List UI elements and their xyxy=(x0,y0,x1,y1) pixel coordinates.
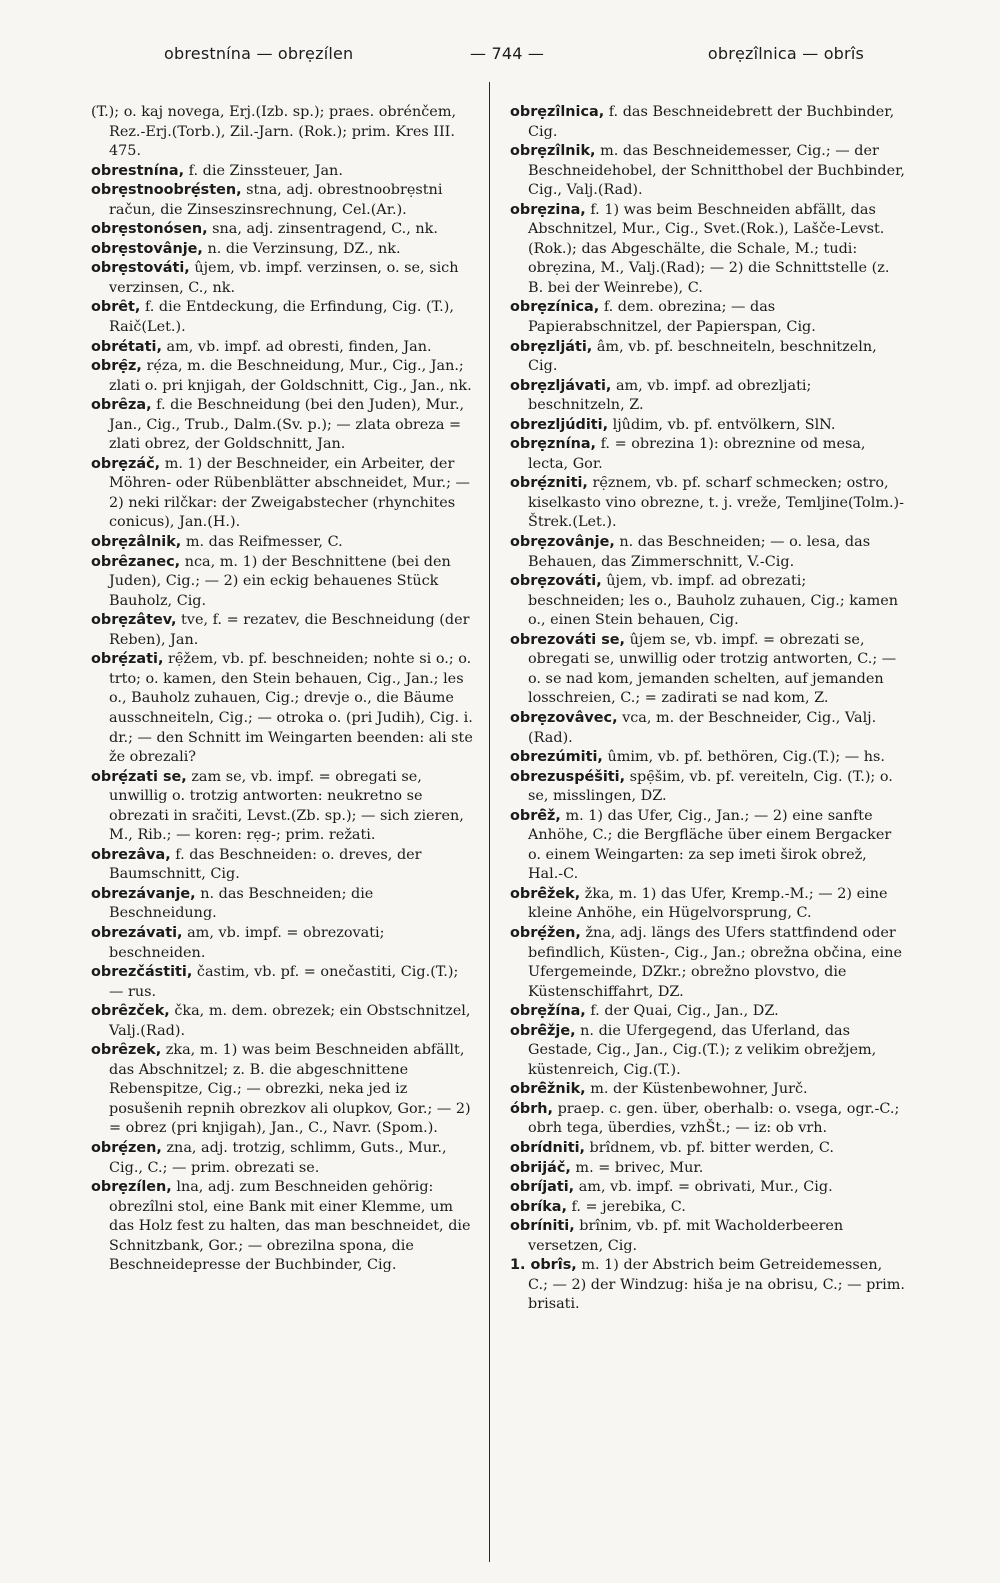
entry-headword: obrezâva, xyxy=(91,846,171,863)
entry-headword: obrẹzîlnik, xyxy=(510,143,596,160)
dictionary-entry xyxy=(91,396,473,455)
entry-definition: čka, m. dem. obrezek; ein Obstschnitzel, Valj.(Rad). xyxy=(109,1003,471,1039)
entry-headword: obríjati, xyxy=(510,1179,575,1196)
dictionary-entry xyxy=(91,1002,473,1041)
entry-headword: obrẹzáč, xyxy=(91,455,161,472)
entry-headword: obrẹzljávati, xyxy=(510,377,612,394)
entry-definition: m. 1) der Beschneider, ein Arbeiter, der Möhren- oder Rübenblätter abschneidet, Mur.; — 2) neki rilčkar: der Zweigabstecher (rhynchites conicus), Jan.(H.). xyxy=(109,455,470,531)
dictionary-entry xyxy=(510,1002,906,1022)
dictionary-entry xyxy=(91,846,473,885)
dictionary-entry xyxy=(510,435,906,474)
dictionary-entry xyxy=(91,1041,473,1139)
entry-headword: obrȇ̑ž, xyxy=(510,807,561,824)
dictionary-entry xyxy=(510,298,906,337)
entry-definition: f. die Beschneidung (bei den Juden), Mur., Jan., Cig., Trub., Dalm.(Sv. p.); — zlata obreza = zlati obrez, der Goldschnitt, Jan. xyxy=(109,397,465,453)
left-column xyxy=(91,103,473,1276)
entry-definition: am, vb. impf. = obrezovati; beschneiden. xyxy=(109,924,385,961)
entry-headword: obríka, xyxy=(510,1198,567,1215)
dictionary-entry xyxy=(510,103,906,142)
dictionary-entry xyxy=(510,768,906,807)
page-header xyxy=(164,44,864,70)
entry-definition: (T.); o. kaj novega, Erj.(Izb. sp.); praes. obrénčem, Rez.-Erj.(Torb.), Zil.-Jarn. (Rok.); prim. Kres III. 475. xyxy=(91,104,457,160)
entry-headword: obrẹzâtev, xyxy=(91,612,177,629)
entry-headword: obrẹ̑z, xyxy=(91,358,142,375)
entry-headword: obrȇza, xyxy=(91,397,152,414)
header-left-guideword: obrestnína — obrẹzílen xyxy=(164,44,354,63)
entry-definition: žka, m. 1) das Ufer, Kremp.-M.; — 2) eine kleine Anhöhe, ein Hügelvorsprung, C. xyxy=(528,885,888,922)
dictionary-entry xyxy=(510,142,906,201)
dictionary-entry xyxy=(510,474,906,533)
dictionary-entry xyxy=(91,611,473,650)
dictionary-entry xyxy=(510,748,906,768)
page-number: — 744 — xyxy=(470,44,545,63)
entry-definition: zam se, vb. impf. = obregati se, unwillig o. trotzig antworten: neukretno se obrezati in sračiti, Levst.(Zb. sp.); — sich zieren, M., Rib.; — koren: rẹg-; prim. režati. xyxy=(109,768,464,844)
entry-definition: lna, adj. zum Beschneiden gehörig: obrezîlni stol, eine Bank mit einer Klemme, um das Holz fest zu halten, das man beschneidet, die Schnitzbank, Gor.; — obrezilna spona, die Beschneidepresse der Buchbinder, Cig. xyxy=(109,1179,471,1274)
entry-definition: ûjem, vb. impf. ad obrezati; beschneiden; les o., Bauholz zuhauen, Cig.; kamen o., einen Stein behauen, Cig. xyxy=(528,573,899,629)
dictionary-entry xyxy=(91,768,473,846)
dictionary-entry xyxy=(91,924,473,963)
entry-headword: 1. obrîs, xyxy=(510,1257,577,1274)
dictionary-entry xyxy=(91,259,473,298)
dictionary-entry xyxy=(91,650,473,767)
entry-definition: tve, f. = rezatev, die Beschneidung (der Reben), Jan. xyxy=(109,612,470,648)
dictionary-entry xyxy=(510,377,906,416)
entry-definition: m. das Reifmesser, C. xyxy=(181,534,343,551)
column-divider xyxy=(489,82,490,1562)
entry-definition: brîdnem, vb. pf. bitter werden, C. xyxy=(584,1139,834,1156)
dictionary-entry xyxy=(510,885,906,924)
dictionary-entry xyxy=(510,631,906,709)
header-right-guideword: obrẹzîlnica — obrîs xyxy=(707,44,864,63)
dictionary-entry xyxy=(510,416,906,436)
dictionary-entry xyxy=(91,338,473,358)
dictionary-entry xyxy=(91,162,473,182)
entry-definition: âm, vb. pf. beschneiteln, beschnitzeln, Cig. xyxy=(528,338,877,375)
entry-definition: f. = obrezina 1): obreznine od mesa, lecta, Gor. xyxy=(528,436,866,472)
entry-definition: m. das Beschneidemesser, Cig.; — der Beschneidehobel, der Schnitthobel der Buchbinder, Cig., Valj.(Rad). xyxy=(528,143,906,199)
dictionary-entry xyxy=(510,924,906,1002)
entry-headword: obrẹstovânje, xyxy=(91,240,203,257)
entry-definition: praep. c. gen. über, oberhalb: o. vsega, ogr.-C.; obrh tega, überdies, vzhŠt.; — iz: ob vrh. xyxy=(528,1100,900,1137)
right-column xyxy=(510,103,906,1315)
dictionary-entry xyxy=(91,885,473,924)
entry-headword: obrẹ́zati se, xyxy=(91,768,187,785)
entry-definition: am, vb. impf. = obrivati, Mur., Cig. xyxy=(574,1179,833,1196)
entry-headword: obrȇzček, xyxy=(91,1003,170,1020)
entry-headword: obrezúmiti, xyxy=(510,749,603,766)
dictionary-entry xyxy=(91,181,473,220)
entry-definition: m. der Küstenbewohner, Jurč. xyxy=(585,1081,808,1098)
entry-definition: rẹ́za, m. die Beschneidung, Mur., Cig., Jan.; zlati o. pri knjigah, der Goldschnitt, Cig., Jan., nk. xyxy=(109,358,472,394)
dictionary-entry xyxy=(510,1159,906,1179)
dictionary-entry xyxy=(510,1100,906,1139)
entry-headword: obrẹzínica, xyxy=(510,299,600,316)
dictionary-entry xyxy=(510,338,906,377)
entry-headword: obrẹ́zati, xyxy=(91,651,164,668)
entry-headword: obrẹzovâvec, xyxy=(510,709,618,726)
entry-definition: ûjem, vb. impf. verzinsen, o. se, sich verzinsen, C., nk. xyxy=(109,260,459,296)
entry-definition: zka, m. 1) was beim Beschneiden abfällt, das Abschnitzel; z. B. die abgeschnittene Rebenspitze, Cig.; — obrezki, neka jed iz posušenih repnih obrezkov ali olupkov, Gor.; — 2) = obrez (pri knjigah), Jan., C., Navr. (Spom.). xyxy=(109,1042,471,1137)
entry-headword: obrẹznína, xyxy=(510,436,597,453)
entry-definition: ûmim, vb. pf. bethören, Cig.(T.); — hs. xyxy=(602,749,885,766)
entry-headword: obrẹzljáti, xyxy=(510,338,593,355)
dictionary-entry xyxy=(91,553,473,612)
entry-headword: obrezčástiti, xyxy=(91,964,193,981)
dictionary-entry xyxy=(91,1178,473,1276)
entry-headword: obrẹ́žen, xyxy=(510,924,581,941)
dictionary-entry xyxy=(91,298,473,337)
entry-definition: zna, adj. trotzig, schlimm, Guts., Mur., Cig., C.; — prim. obrezati se. xyxy=(109,1139,447,1176)
entry-headword: obrȇzek, xyxy=(91,1042,162,1059)
entry-definition: f. die Zinssteuer, Jan. xyxy=(184,162,343,179)
entry-headword: obrẹžína, xyxy=(510,1003,586,1020)
dictionary-entry xyxy=(91,1139,473,1178)
dictionary-entry xyxy=(510,709,906,748)
dictionary-entry xyxy=(510,1256,906,1315)
entry-definition: am, vb. impf. ad obrezljati; beschnitzeln, Z. xyxy=(528,377,812,414)
entry-headword: obrẹ́zniti, xyxy=(510,475,588,492)
dictionary-entry xyxy=(91,963,473,1002)
entry-headword: obrẹ́zen, xyxy=(91,1139,162,1156)
entry-definition: n. die Verzinsung, DZ., nk. xyxy=(202,240,401,257)
entry-headword: obríniti, xyxy=(510,1218,575,1235)
entry-definition: f. das Beschneidebrett der Buchbinder, Cig. xyxy=(528,104,895,140)
dictionary-entry xyxy=(91,220,473,240)
entry-definition: žna, adj. längs des Ufers stattfindend oder befindlich, Küsten-, Cig., Jan.; obrežna občina, eine Ufergemeinde, DZkr.; obrežno plovstvo, die Küstenschiffahrt, DZ. xyxy=(528,924,903,1000)
entry-headword: obrẹzina, xyxy=(510,201,586,218)
entry-headword: obrẹzîlnica, xyxy=(510,104,605,120)
entry-headword: obrídniti, xyxy=(510,1139,585,1156)
entry-definition: sna, adj. zinsentragend, C., nk. xyxy=(207,221,438,238)
dictionary-entry xyxy=(510,1080,906,1100)
entry-definition: nca, m. 1) der Beschnittene (bei den Juden), Cig.; — 2) ein eckig behauenes Stück Bauholz, Cig. xyxy=(109,553,451,609)
dictionary-entry xyxy=(510,572,906,631)
entry-headword: obrẹstnoobrẹ́sten, xyxy=(91,182,242,199)
entry-definition: brînim, vb. pf. mit Wacholderbeeren versetzen, Cig. xyxy=(528,1218,844,1254)
entry-definition: m. 1) der Abstrich beim Getreidemessen, C.; — 2) der Windzug: hiša je na obrisu, C.; — prim. brisati. xyxy=(528,1257,906,1313)
entry-headword: obrȇ̑žnik, xyxy=(510,1081,586,1098)
entry-definition: m. 1) das Ufer, Cig., Jan.; — 2) eine sanfte Anhöhe, C.; die Bergfläche über einem Bergacker o. einem Weingarten: za sep imeti širok obrež, Hal.-C. xyxy=(528,807,892,883)
entry-headword: obrezováti se, xyxy=(510,631,626,648)
entry-definition: m. = brivec, Mur. xyxy=(570,1159,704,1176)
entry-definition: f. das Beschneiden: o. dreves, der Baumschnitt, Cig. xyxy=(109,846,422,883)
entry-headword: óbrh, xyxy=(510,1100,553,1117)
entry-headword: obrezávati, xyxy=(91,924,183,941)
entry-headword: obrẹzâlnik, xyxy=(91,534,182,551)
entry-headword: obrẹzílen, xyxy=(91,1179,172,1196)
entry-definition: f. dem. obrezina; — das Papierabschnitzel, der Papierspan, Cig. xyxy=(528,299,816,336)
entry-definition: stna, adj. obrestnoobrẹstni račun, die Zinseszinsrechnung, Cel.(Ar.). xyxy=(109,182,443,218)
dictionary-entry xyxy=(510,1022,906,1081)
entry-headword: obrezljúditi, xyxy=(510,416,609,433)
entry-definition: f. = jerebika, C. xyxy=(566,1198,686,1215)
dictionary-entry xyxy=(510,533,906,572)
dictionary-entry xyxy=(91,240,473,260)
entry-headword: obrijáč, xyxy=(510,1159,571,1176)
entry-definition: n. die Ufergegend, das Uferland, das Gestade, Cig., Jan., Cig.(T.); z velikim obrežjem, küstenreich, Cig.(T.). xyxy=(528,1022,877,1078)
entry-definition: n. das Beschneiden; die Beschneidung. xyxy=(109,885,374,922)
entry-headword: obrẹzováti, xyxy=(510,573,602,590)
dictionary-entry xyxy=(510,807,906,885)
dictionary-entry xyxy=(510,201,906,299)
entry-headword: obrẹzovânje, xyxy=(510,534,615,551)
dictionary-entry xyxy=(510,1198,906,1218)
entry-headword: obrẹstováti, xyxy=(91,260,190,277)
entry-headword: obrestnína, xyxy=(91,162,185,179)
entry-definition: rẹ̑žem, vb. pf. beschneiden; nohte si o.; o. trto; o. kamen, den Stein behauen, Cig., Jan.; les o., Bauholz zuhauen, Cig.; drevje o., die Bäume ausschneiteln, Cig.; — otroka o. (pri Judih), Cig. i. dr.; — den Schnitt im Weingarten beenden: ali ste že obrezali? xyxy=(109,651,473,766)
entry-definition: spẹ̑šim, vb. pf. vereiteln, Cig. (T.); o. se, misslingen, DZ. xyxy=(528,768,893,805)
dictionary-entry xyxy=(91,455,473,533)
dictionary-entry xyxy=(510,1178,906,1198)
entry-headword: obrȇ̑žje, xyxy=(510,1022,576,1039)
dictionary-entry xyxy=(91,533,473,553)
entry-definition: n. das Beschneiden; — o. lesa, das Behauen, das Zimmerschnitt, V.-Cig. xyxy=(528,534,871,570)
entry-definition: ljûdim, vb. pf. entvölkern, SlN. xyxy=(608,416,836,433)
dictionary-entry xyxy=(91,357,473,396)
entry-headword: obrezávanje, xyxy=(91,885,196,902)
entry-headword: obrȇt, xyxy=(91,299,141,316)
entry-headword: obrétati, xyxy=(91,338,162,355)
entry-definition: častim, vb. pf. = onečastiti, Cig.(T.); — rus. xyxy=(109,964,459,1000)
entry-headword: obrȇzanec, xyxy=(91,553,181,570)
dictionary-entry xyxy=(91,103,473,162)
entry-definition: ûjem se, vb. impf. = obrezati se, obregati se, unwillig oder trotzig antworten, C.; — o. se nad kom, jemanden schelten, auf jemanden losschreien, C.; = zadirati se nad kom, Z. xyxy=(528,631,897,707)
entry-headword: obrẹstonósen, xyxy=(91,221,208,238)
entry-definition: rẹ̑znem, vb. pf. scharf schmecken; ostro, kiselkasto vino obrezne, t. j. vreže, Temljine(Tolm.)-Štrek.(Let.). xyxy=(528,475,905,531)
entry-definition: f. der Quai, Cig., Jan., DZ. xyxy=(585,1003,779,1020)
entry-definition: am, vb. impf. ad obresti, finden, Jan. xyxy=(161,338,432,355)
entry-headword: obrȇ̑žek, xyxy=(510,885,581,902)
dictionary-entry xyxy=(510,1139,906,1159)
entry-definition: f. 1) was beim Beschneiden abfällt, das Abschnitzel, Mur., Cig., Svet.(Rok.), Lašče-Levst.(Rok.); das Abgeschälte, die Schale, M.; tudi: obrẹzina, M., Valj.(Rad); — 2) die Schnittstelle (z. B. bei der Weinrebe), C. xyxy=(528,201,890,296)
entry-definition: f. die Entdeckung, die Erfindung, Cig. (T.), Raič(Let.). xyxy=(109,299,454,336)
entry-headword: obrezuspéšiti, xyxy=(510,768,626,785)
entry-definition: vca, m. der Beschneider, Cig., Valj.(Rad). xyxy=(528,709,877,746)
dictionary-entry xyxy=(510,1217,906,1256)
